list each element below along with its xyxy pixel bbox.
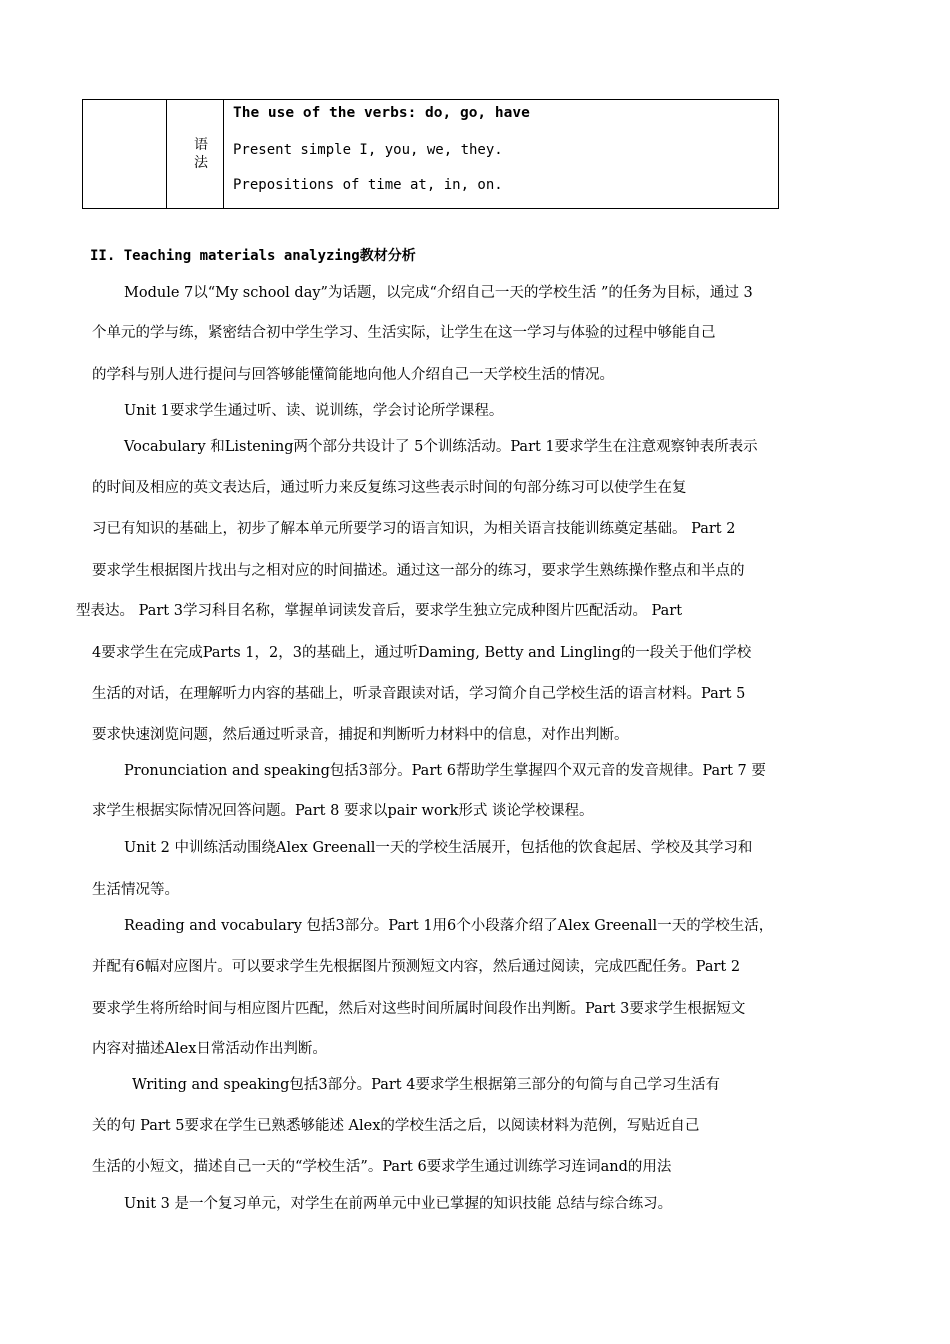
paragraph-line: 生活的对话，在理解听力内容的基础上，听录音跟读对话，学习简介自己学校生活的语言材料。Part 5 — [92, 686, 746, 702]
paragraph-line: Pronunciation and speaking包括3部分。Part 6帮助学生掌握四个双元音的发音规律。Part 7 要 — [124, 763, 766, 779]
paragraph-line: 生活的小短文，描述自己一天的“学校生活”。Part 6要求学生通过训练学习连词and的用法 — [92, 1159, 672, 1175]
paragraph-line: 求学生根据实际情况回答问题。Part 8 要求以pair work形式 谈论学校课程。 — [92, 803, 594, 819]
paragraph-line: 内容对描述Alex日常活动作出判断。 — [92, 1041, 327, 1057]
paragraph-line: 要求学生根据图片找出与之相对应的时间描述。通过这一部分的练习，要求学生熟练操作整点和半点的 — [92, 563, 745, 579]
paragraph-line: 关的句 Part 5要求在学生已熟悉够能述 Alex的学校生活之后，以阅读材料为范例，写贴近自己 — [92, 1118, 700, 1134]
paragraph-line: 要求快速浏览问题，然后通过听录音，捕捉和判断听力材料中的信息，对作出判断。 — [92, 727, 629, 743]
paragraph-line: Vocabulary 和Listening两个部分共设计了 5个训练活动。Part 1要求学生在注意观察钟表所表示 — [124, 439, 758, 455]
paragraph-line: 的时间及相应的英文表达后，通过听力来反复练习这些表示时间的句部分练习可以使学生在复 — [92, 480, 687, 496]
paragraph-line: 型表达。 Part 3学习科目名称，掌握单词读发音后，要求学生独立完成种图片匹配活动。 Part — [76, 603, 683, 619]
table-label-grammar: 语 法 — [194, 137, 208, 171]
paragraph-line: 的学科与别人进行提问与回答够能懂简能地向他人介绍自己一天学校生活的情况。 — [92, 367, 614, 383]
paragraph-line: 要求学生将所给时间与相应图片匹配，然后对这些时间所属时间段作出判断。Part 3要求学生根据短文 — [92, 1001, 746, 1017]
paragraph-line: Unit 3 是一个复习单元，对学生在前两单元中业已掌握的知识技能 总结与综合练习。 — [124, 1196, 673, 1212]
paragraph-line: 生活情况等。 — [92, 882, 179, 898]
paragraph-line: 4要求学生在完成Parts 1，2，3的基础上，通过听Daming, Betty and Lingling的一段关于他们学校 — [92, 645, 752, 661]
table-divider — [223, 100, 224, 208]
table-divider — [166, 100, 167, 208]
table-row: Prepositions of time at, in, on. — [233, 177, 503, 193]
table-row: The use of the verbs: do, go, have — [233, 105, 530, 121]
table-row: Present simple I, you, we, they. — [233, 142, 503, 158]
paragraph-line: Unit 1要求学生通过听、读、说训练，学会讨论所学课程。 — [124, 403, 504, 419]
paragraph-line: Module 7以“My school day”为话题，以完成“介绍自己一天的学校生活 ”的任务为目标，通过 3 — [124, 285, 753, 301]
paragraph-line: 个单元的学与练，紧密结合初中学生学习、生活实际，让学生在这一学习与体验的过程中够能自己 — [92, 325, 716, 341]
grammar-table — [82, 99, 779, 209]
paragraph-line: 习已有知识的基础上，初步了解本单元所要学习的语言知识，为相关语言技能训练奠定基础。 Part 2 — [92, 521, 736, 537]
paragraph-line: 并配有6幅对应图片。可以要求学生先根据图片预测短文内容，然后通过阅读，完成匹配任务。Part 2 — [92, 959, 741, 975]
section-heading: II. Teaching materials analyzing教材分析 — [90, 248, 416, 264]
paragraph-line: Reading and vocabulary 包括3部分。Part 1用6个小段落介绍了Alex Greenall一天的学校生活， — [124, 918, 774, 934]
paragraph-line: Unit 2 中训练活动围绕Alex Greenall一天的学校生活展开，包括他的饮食起居、学校及其学习和 — [124, 840, 753, 856]
paragraph-line: Writing and speaking包括3部分。Part 4要求学生根据第三部分的句简与自己学习生活有 — [132, 1077, 720, 1093]
